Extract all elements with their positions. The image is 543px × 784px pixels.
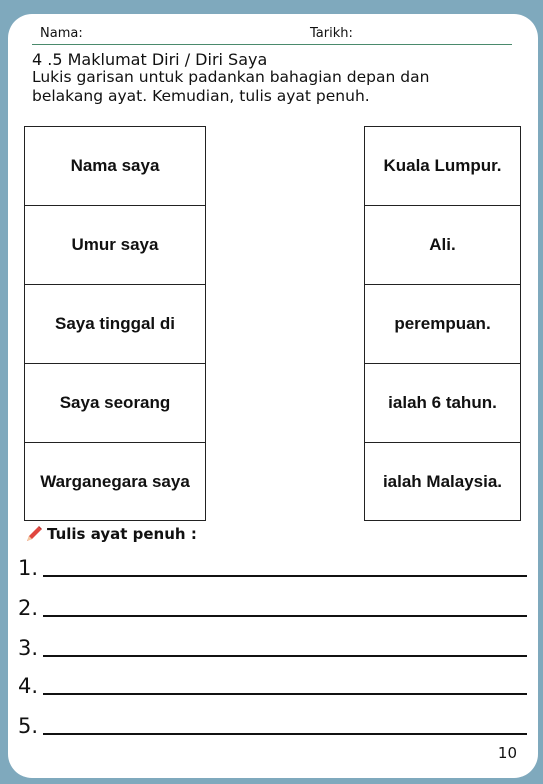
right-cell[interactable]: Ali. bbox=[365, 206, 520, 285]
left-cell[interactable]: Saya tinggal di bbox=[25, 285, 205, 364]
right-cell[interactable]: Kuala Lumpur. bbox=[365, 127, 520, 206]
line-number: 3. bbox=[18, 636, 39, 660]
right-cell[interactable]: perempuan. bbox=[365, 285, 520, 364]
name-label: Nama: bbox=[40, 26, 83, 41]
write-heading bbox=[24, 524, 197, 544]
line-number: 4. bbox=[18, 674, 39, 698]
left-cell[interactable]: Umur saya bbox=[25, 206, 205, 285]
right-column bbox=[364, 126, 521, 521]
header-line bbox=[32, 44, 512, 45]
instruction-text: Lukis garisan untuk padankan bahagian depan dan belakang ayat. Kemudian, tulis ayat penuh. bbox=[32, 68, 430, 105]
line-number: 2. bbox=[18, 596, 39, 620]
line-number: 1. bbox=[18, 556, 39, 580]
date-label: Tarikh: bbox=[310, 26, 353, 41]
answer-line[interactable] bbox=[18, 672, 528, 698]
left-cell[interactable]: Nama saya bbox=[25, 127, 205, 206]
answer-line[interactable] bbox=[18, 712, 528, 738]
right-cell[interactable]: ialah 6 tahun. bbox=[365, 364, 520, 443]
line-number: 5. bbox=[18, 714, 39, 738]
right-cell[interactable]: ialah Malaysia. bbox=[382, 471, 503, 491]
worksheet-title: 4 .5 Maklumat Diri / Diri Saya bbox=[32, 50, 268, 69]
answer-line[interactable] bbox=[18, 634, 528, 660]
write-heading-text: Tulis ayat penuh : bbox=[47, 525, 197, 543]
answer-line[interactable] bbox=[18, 554, 528, 580]
page-number: 10 bbox=[497, 744, 517, 762]
left-cell[interactable]: Saya seorang bbox=[25, 364, 205, 443]
pencil-icon bbox=[24, 524, 44, 544]
left-column bbox=[24, 126, 206, 521]
left-cell[interactable]: Warganegara saya bbox=[40, 471, 190, 491]
answer-line[interactable] bbox=[18, 594, 528, 620]
